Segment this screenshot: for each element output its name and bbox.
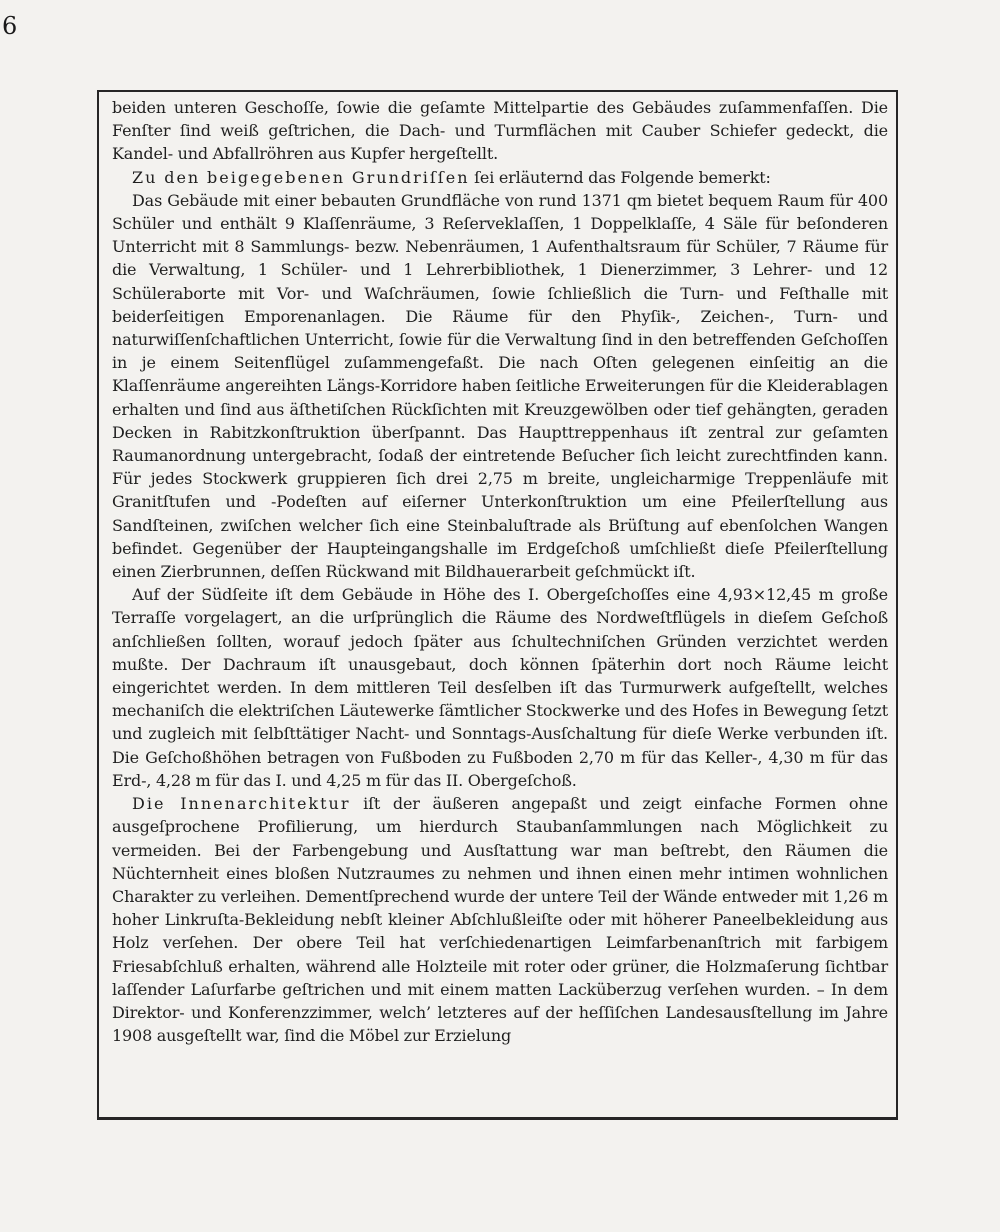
paragraph-text: beiden unteren Geschoſſe, ſowie die geſamte Mittelpartie des Gebäudes zuſammenfaſſen. Die Fenſter ſind weiß geſtrichen, die Dach- und Turmflächen mit Cauber Schiefer gedeckt, die Kandel- und Abfallröhren aus Kupfer hergeſtellt. (112, 98, 888, 164)
paragraph-floor-plans-intro (112, 166, 888, 189)
paragraph-text: Das Gebäude mit einer bebauten Grundfläche von rund 1371 qm bietet bequem Raum für 400 Schüler und enthält 9 Klaſſenräume, 3 Reſerveklaſſen, 1 Doppelklaſſe, 4 Säle für beſonderen Unterricht mit 8 Sammlungs- bezw. Nebenräumen, 1 Aufenthaltsraum für Schüler, 7 Räume für die Verwaltung, 1 Schüler- und 1 Lehrerbibliothek, 1 Dienerzimmer, 3 Lehrer- und 12 Schüleraborte mit Vor- und Waſchräumen, ſowie ſchließlich die Turn- und Feſthalle mit beiderſeitigen Emporenanlagen. Die Räume für den Phyſik-, Zeichen-, Turn- und naturwiſſenſchaftlichen Unterricht, ſowie für die Verwaltung ſind in den betreffenden Geſchoſſen in je einem Seitenflügel zuſammengefaßt. Die nach Oſten gelegenen einſeitig an die Klaſſenräume angereihten Längs-Korridore haben ſeitliche Erweiterungen für die Kleiderablagen erhalten und ſind aus äſthetiſchen Rückſichten mit Kreuzgewölben oder tief gehängten, geraden Decken in Rabitzkonſtruktion überſpannt. Das Haupttreppenhaus iſt zentral zur geſamten Raumanordnung untergebracht, ſodaß der eintretende Beſucher ſich leicht zurechtfinden kann. Für jedes Stockwerk gruppieren ſich drei 2,75 m breite, ungleicharmige Treppenläufe mit Granitſtufen und -Podeſten auf eiſerner Unterkonſtruktion um eine Pfeilerſtellung aus Sandſteinen, zwiſchen welcher ſich eine Steinbaluſtrade als Brüſtung auf ebenſolchen Wangen befindet. Gegenüber der Haupteingangshalle im Erdgeſchoß umſchließt dieſe Pfeilerſtellung einen Zierbrunnen, deſſen Rückwand mit Bildhauerarbeit geſchmückt iſt. (112, 190, 888, 582)
paragraph-facade-materials (112, 96, 888, 166)
paragraph-terrace-and-roof (112, 583, 888, 792)
paragraph-interior-architecture (112, 792, 888, 1047)
text-frame (97, 90, 898, 1120)
spaced-lead: Zu den beigegebenen Grundriſſen (132, 167, 470, 187)
paragraph-text: Auf der Südſeite iſt dem Gebäude in Höhe des I. Obergeſchoſſes eine 4,93×12,45 m große Terraſſe vorgelagert, an die urſprünglich die Räume des Nordweſtflügels in dieſem Geſchoß anſchließen ſollten, worauf jedoch ſpäter aus ſchultechniſchen Gründen verzichtet werden mußte. Der Dachraum iſt unausgebaut, doch können ſpäterhin dort noch Räume leicht eingerichtet werden. In dem mittleren Teil desſelben iſt das Turmurwerk aufgeſtellt, welches mechaniſch die elektriſchen Läutewerke ſämtlicher Stockwerke und des Hofes in Bewegung ſetzt und zugleich mit ſelbſttätiger Nacht- und Sonntags-Ausſchaltung für dieſe Werke verbunden iſt. Die Geſchoßhöhen betragen von Fußboden zu Fußboden 2,70 m für das Keller-, 4,30 m für das Erd-, 4,28 m für das I. und 4,25 m für das II. Obergeſchoß. (112, 585, 888, 790)
spaced-lead: Die Innenarchitektur (132, 794, 351, 814)
paragraph-building-layout (112, 189, 888, 583)
paragraph-text: ſei erläuternd das Folgende bemerkt: (469, 167, 771, 187)
paragraph-text: iſt der äußeren angepaßt und zeigt einfache Formen ohne ausgeſprochene Profilierung, um hierdurch Staubanſammlungen nach Möglichkeit zu vermeiden. Bei der Farbengebung und Ausſtattung war man beſtrebt, den Räumen die Nüchternheit eines bloßen Nutzraumes zu nehmen und ihnen einen mehr intimen wohnlichen Charakter zu verleihen. Dementſprechend wurde der untere Teil der Wände entweder mit 1,26 m hoher Linkruſta-Bekleidung nebſt kleiner Abſchlußleiſte oder mit höherer Paneelbekleidung aus Holz verſehen. Der obere Teil hat verſchiedenartigen Leimfarbenanſtrich mit farbigem Friesabſchluß erhalten, während alle Holzteile mit roter oder grüner, die Holzmaſerung ſichtbar laſſender Laſurfarbe geſtrichen und mit einem matten Lacküberzug verſehen wurden. – In dem Direktor- und Konferenzzimmer, welch’ letzteres auf der heſſiſchen Landesausſtellung im Jahre 1908 ausgeſtellt war, ſind die Möbel zur Erzielung (112, 794, 889, 1046)
page-number: 6 (2, 12, 18, 40)
body-text (112, 96, 888, 1047)
